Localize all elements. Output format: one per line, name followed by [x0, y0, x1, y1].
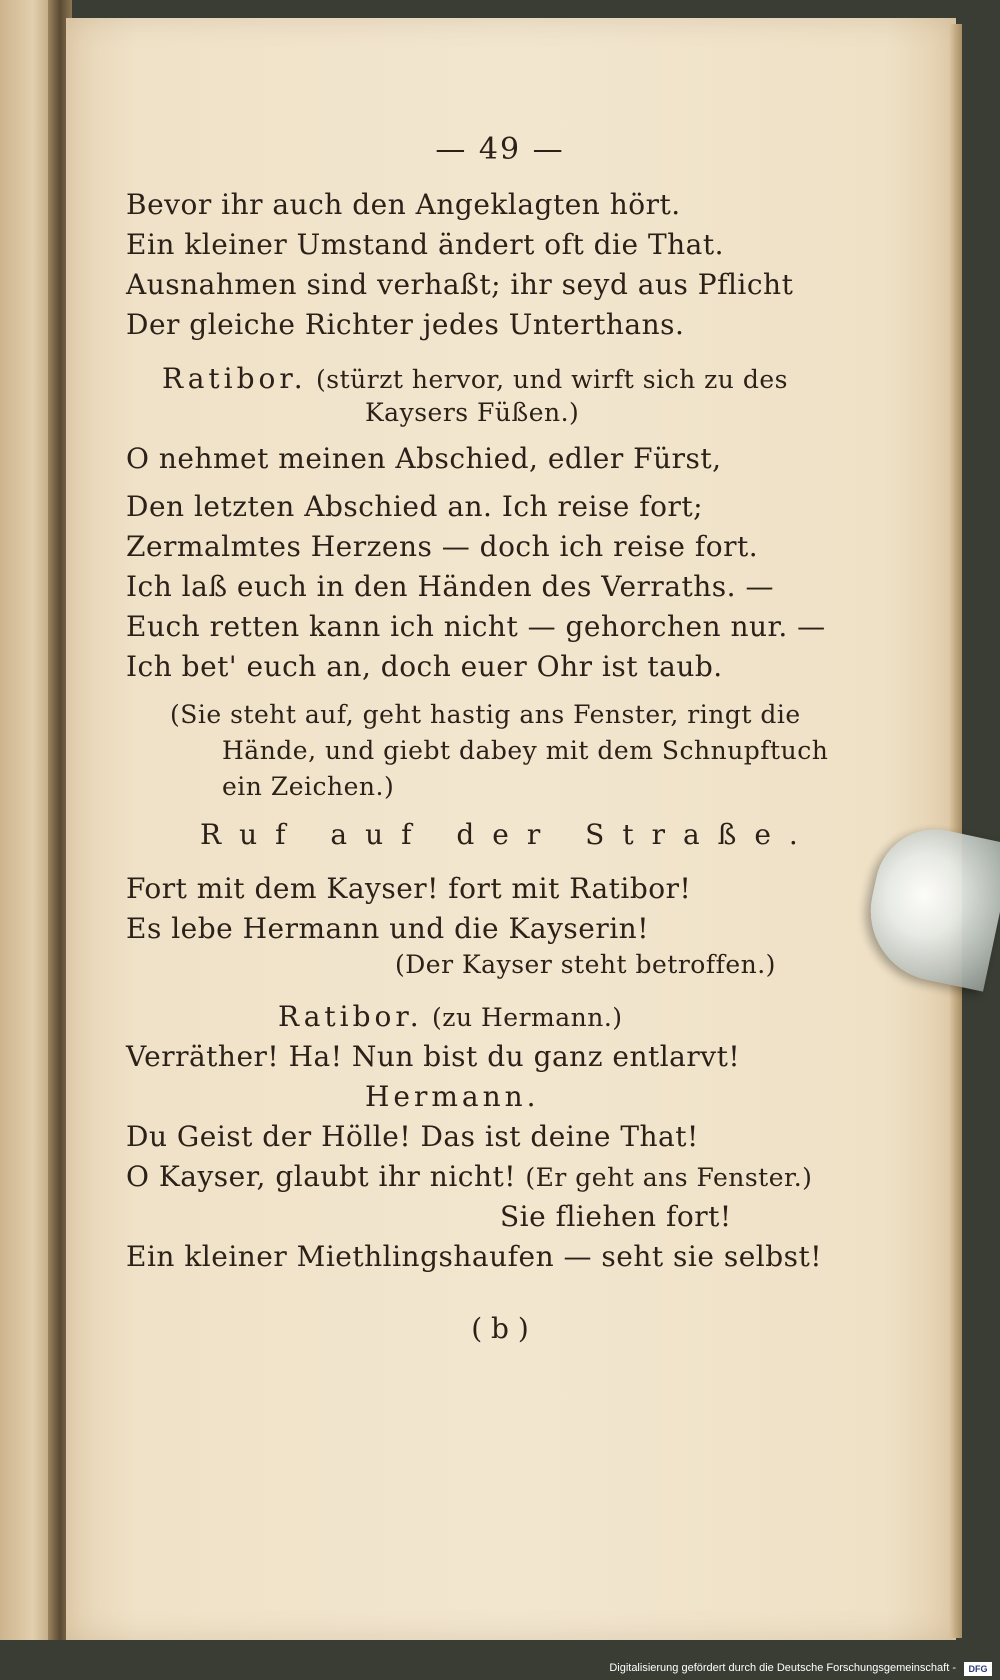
text-line: Du Geist der Hölle! Das ist deine That!	[126, 1120, 699, 1153]
text-line: Ich laß euch in den Händen des Verraths. —	[126, 570, 774, 603]
page-number: — 49 —	[435, 132, 565, 167]
speaker-name: Ratibor.	[278, 1000, 423, 1033]
dfg-logo: DFG	[964, 1662, 992, 1676]
text-line: Den letzten Abschied an. Ich reise fort;	[126, 490, 704, 523]
text-line: O Kayser, glaubt ihr nicht!	[126, 1160, 516, 1193]
stage-direction: (stürzt hervor, und wirft sich zu des	[316, 365, 788, 394]
speaker-name: Hermann.	[365, 1080, 540, 1113]
text-line: Ich bet' euch an, doch euer Ohr ist taub.	[126, 650, 723, 683]
stage-direction: Kaysers Füßen.)	[365, 398, 580, 427]
stage-direction: (zu Hermann.)	[432, 1003, 623, 1032]
text-line: Sie fliehen fort!	[500, 1200, 732, 1233]
section-heading: Ruf auf der Straße.	[200, 818, 816, 851]
text-line: Ein kleiner Umstand ändert oft die That.	[126, 228, 725, 261]
text-line: O nehmet meinen Abschied, edler Fürst,	[126, 442, 722, 475]
stage-direction: ein Zeichen.)	[222, 772, 395, 801]
text-line: Ein kleiner Miethlingshaufen — seht sie selbst!	[126, 1240, 823, 1273]
text-line: Bevor ihr auch den Angeklagten hört.	[126, 188, 681, 221]
stage-direction: (Er geht ans Fenster.)	[525, 1163, 813, 1192]
footer-credit: Digitalisierung gefördert durch die Deutsche Forschungsgemeinschaft -	[605, 1660, 960, 1676]
text-line: Fort mit dem Kayser! fort mit Ratibor!	[126, 872, 692, 905]
left-page-edge	[0, 0, 55, 1640]
text-line: Verräther! Ha! Nun bist du ganz entlarvt!	[126, 1040, 741, 1073]
stage-direction: (Sie steht auf, geht hastig ans Fenster, ringt die	[170, 700, 801, 729]
text-line: Euch retten kann ich nicht — gehorchen nur. —	[126, 610, 826, 643]
text-line: Ausnahmen sind verhaßt; ihr seyd aus Pflicht	[126, 268, 794, 301]
text-line: Der gleiche Richter jedes Unterthans.	[126, 308, 685, 341]
text-line: Zermalmtes Herzens — doch ich reise fort.	[126, 530, 759, 563]
signature-mark: ( b )	[471, 1312, 529, 1345]
speaker-name: Ratibor.	[162, 362, 307, 395]
text-line: Es lebe Hermann und die Kayserin!	[126, 912, 649, 945]
stage-direction: Hände, und giebt dabey mit dem Schnupftuch	[222, 736, 829, 765]
stage-direction: (Der Kayser steht betroffen.)	[395, 950, 776, 979]
